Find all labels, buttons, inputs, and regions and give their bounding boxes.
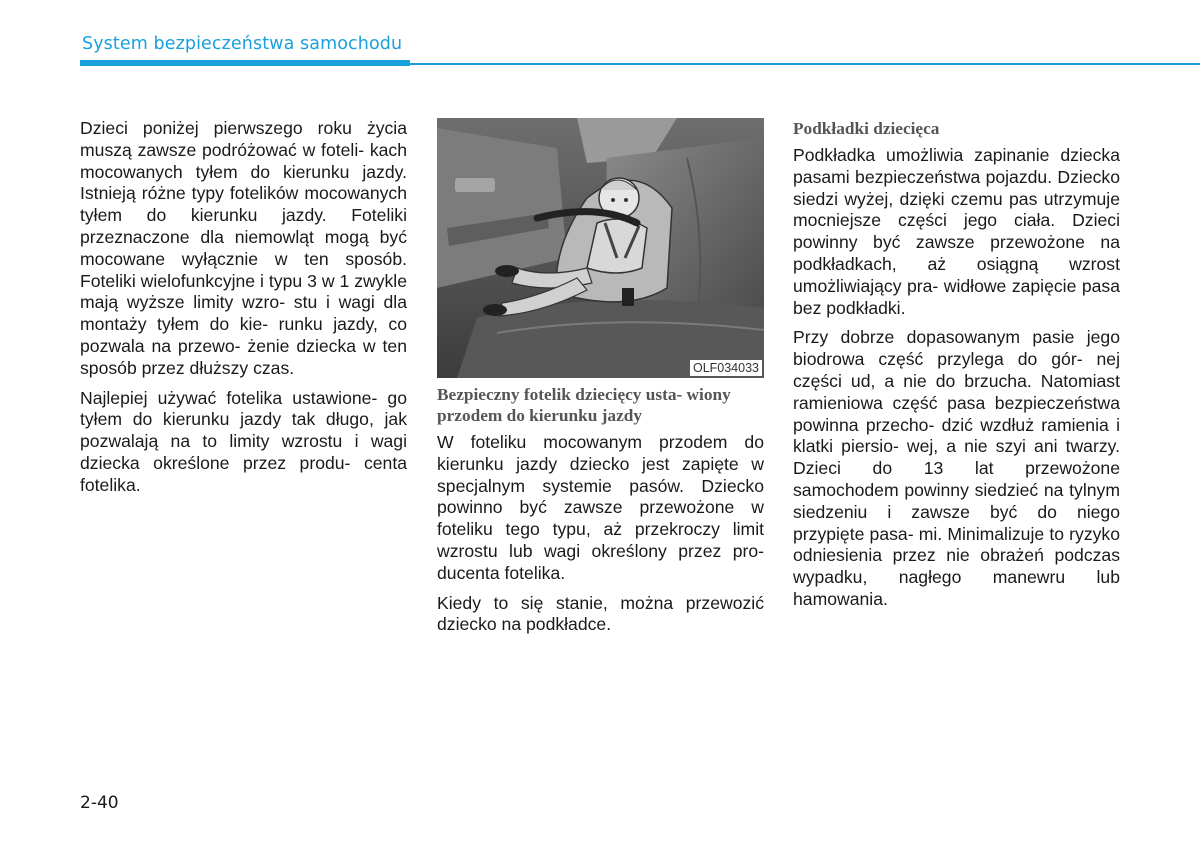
child-seat-illustration — [437, 118, 764, 378]
page-number: 2-40 — [80, 793, 119, 813]
paragraph: W foteliku mocowanym przodem do kierunku jazdy dziecko jest zapięte w specjalnym systemie pasów. Dziecko powinno być zawsze przewożone w foteliku tego typu, aż przekroczy limit wzrostu lub wagi określony przez pro- ducenta fotelika. — [437, 432, 764, 583]
paragraph: Przy dobrze dopasowanym pasie jego biodrowa część przylega do gór- nej części ud, a nie do brzucha. Natomiast ramieniowa część pasa bezpieczeństwa powinna przecho- dzić wzdłuż ramienia i klatki piersio- wej, a nie szyi ani twarzy. Dzieci do 13 lat przewożone samochodem powinny siedzieć na tylnym siedzeniu i zawsze być do niego przypięte pasa- mi. Minimalizuje to ryzyko odniesienia przez nie obrażeń podczas wypadku, nagłego manewru lub hamowania. — [793, 327, 1120, 609]
section-header-title: System bezpieczeństwa samochodu — [82, 34, 403, 54]
column-1 — [80, 118, 407, 505]
column-2 — [437, 118, 764, 644]
paragraph: Kiedy to się stanie, można przewozić dziecko na podkładce. — [437, 592, 764, 635]
paragraph: Podkładka umożliwia zapinanie dziecka pasami bezpieczeństwa pojazdu. Dziecko siedzi wyżej, dzięki czemu pas utrzymuje mocniejsze części jego ciała. Dzieci powinny być zawsze przewożone na podkładkach, aż osiągną wzrost umożliwiający pra- widłowe zapięcie pasa bez podkładki. — [793, 145, 1120, 318]
paragraph: Najlepiej używać fotelika ustawione- go tyłem do kierunku jazdy tak długo, jak pozwalają na to limity wzrostu i wagi dziecka określone przez produ- centa fotelika. — [80, 387, 407, 495]
header-rule — [410, 63, 1200, 65]
figure-code-label: OLF034033 — [690, 360, 762, 376]
column-3 — [793, 118, 1120, 619]
header-accent-bar — [80, 60, 410, 66]
figure-caption: Bezpieczny fotelik dziecięcy usta- wiony przodem do kierunku jazdy — [437, 385, 731, 425]
section-subheading: Podkładki dziecięca — [793, 119, 940, 138]
car-interior-image — [437, 118, 764, 378]
paragraph: Dzieci poniżej pierwszego roku życia muszą zawsze podróżować w foteli- kach mocowanych tyłem do kierunku jazdy. Istnieją różne typy fotelików mocowanych tyłem do kierunku jazdy. Foteliki przeznaczone dla niemowląt mogą być mocowane wyłącznie w ten sposób. Foteliki wielofunkcyjne i typu 3 w 1 zwykle mają wyższe limity wzro- stu i wagi dla montaży tyłem do kie- runku jazdy, co pozwala na przewo- żenie dziecka w ten sposób przez dłuższy czas. — [80, 118, 407, 378]
